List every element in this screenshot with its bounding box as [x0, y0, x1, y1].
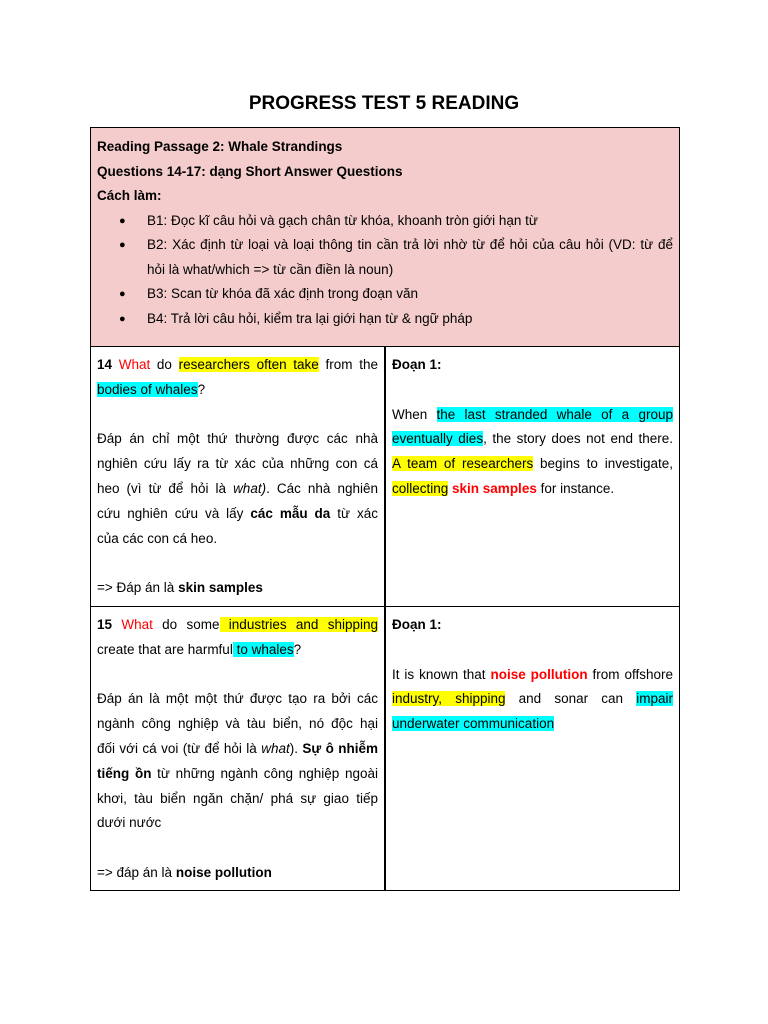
steps-list: [97, 209, 673, 332]
answer-line: => đáp án là noise pollution: [97, 864, 272, 880]
paragraph-label: Đoạn 1:: [392, 357, 442, 372]
document-title: PROGRESS TEST 5 READING: [248, 93, 520, 114]
question-15-cell: 15 What do some industries and shipping create that are harmful to whales? Đáp án là một một thứ được tạo ra bởi các ngành công nghiệp và tàu biển, nó độc hại đối với cá voi (từ để hỏi là what). Sự ô nhiễm tiếng ồn từ những ngành công nghiệp ngoài khơi, tàu biển ngăn chặn/ phá sự giao tiếp dưới nước => đáp án là noise pollution: [91, 607, 386, 891]
answer-line: => Đáp án là skin samples: [97, 580, 263, 596]
keyword-highlight: researchers often take: [178, 357, 319, 372]
passage-title: Reading Passage 2: Whale Strandings: [97, 139, 343, 154]
passage-14-cell: Đoạn 1: When the last stranded whale of a group eventually dies, the story does not end there. A team of researchers begins to investigate, collecting skin samples for instance.: [385, 347, 680, 607]
list-item: ● B4: Trả lời câu hỏi, kiểm tra lại giới hạn từ & ngữ pháp: [119, 307, 673, 332]
answer-table: [90, 127, 680, 891]
list-item: ● B2: Xác định từ loại và loại thông tin cần trả lời nhờ từ để hỏi của câu hỏi (VD: từ để hỏi là what/which => từ cần điền là noun): [119, 233, 673, 282]
questions-title: Questions 14-17: dạng Short Answer Questions: [97, 163, 403, 179]
method-label: Cách làm:: [97, 188, 162, 203]
keyword-highlight: bodies of whales: [97, 381, 198, 397]
keyword-highlight: to whales: [232, 641, 294, 657]
instructions-cell: [91, 128, 680, 347]
keyword-highlight: industries and shipping: [219, 617, 378, 632]
passage-15-cell: Đoạn 1: It is known that noise pollution from offshore industry, shipping and sonar can impair underwater communication: [385, 607, 680, 891]
list-item: ● B3: Scan từ khóa đã xác định trong đoạn văn: [119, 282, 673, 307]
question-14-cell: 14 What do researchers often take from the bodies of whales? Đáp án chỉ một thứ thường được các nhà nghiên cứu lấy ra từ xác của những con cá heo (vì từ để hỏi là what). Các nhà nghiên cứu nghiên cứu và lấy các mẫu da từ xác của các con cá heo. => Đáp án là skin samples: [91, 347, 386, 607]
question-number: 14: [97, 357, 113, 372]
question-number: 15: [97, 617, 113, 632]
list-item: ● B1: Đọc kĩ câu hỏi và gạch chân từ khóa, khoanh tròn giới hạn từ: [119, 209, 673, 234]
paragraph-label: Đoạn 1:: [392, 617, 442, 632]
